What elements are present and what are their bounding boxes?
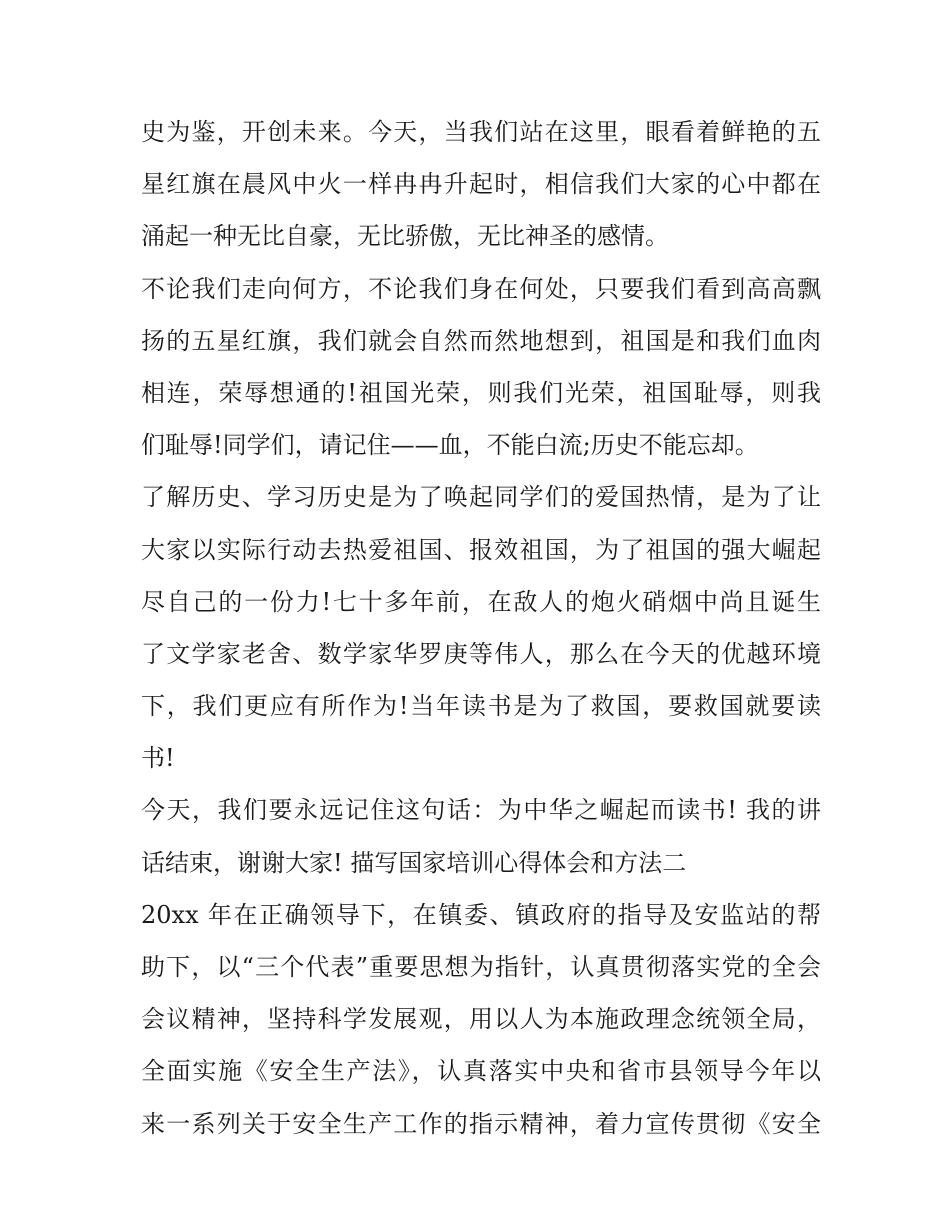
text-line: 今天，我们要永远记住这句话：为中华之崛起而读书! 我的讲 (141, 796, 821, 825)
text-line: 们耻辱!同学们，请记住——血，不能白流;历史不能忘却。 (141, 431, 759, 460)
text-line: 全面实施《安全生产法》，认真落实中央和省市县领导今年以 (141, 1057, 821, 1086)
text-line: 扬的五星红旗，我们就会自然而然地想到，祖国是和我们血肉 (141, 326, 821, 355)
text-line: 20xx 年在正确领导下，在镇委、镇政府的指导及安监站的帮 (141, 900, 821, 929)
text-line: 话结束，谢谢大家! 描写国家培训心得体会和方法二 (141, 848, 687, 877)
text-line: 助下，以“三个代表”重要思想为指针，认真贯彻落实党的全会 (141, 953, 821, 981)
text-line: 涌起一种无比自豪，无比骄傲，无比神圣的感情。 (141, 222, 669, 251)
text-line: 相连，荣辱想通的!祖国光荣，则我们光荣，祖国耻辱，则我 (141, 378, 821, 407)
text-line: 书! (141, 744, 175, 773)
text-line: 不论我们走向何方，不论我们身在何处，只要我们看到高高飘 (141, 274, 821, 303)
text-line: 史为鉴，开创未来。今天，当我们站在这里，眼看着鲜艳的五 (141, 118, 821, 146)
body-text (141, 106, 821, 1150)
text-line: 大家以实际行动去热爱祖国、报效祖国，为了祖国的强大崛起 (141, 535, 821, 564)
text-line: 下，我们更应有所作为!当年读书是为了救国，要救国就要读 (141, 692, 821, 721)
text-line: 来一系列关于安全生产工作的指示精神，着力宣传贯彻《安全 (141, 1109, 821, 1138)
text-line: 会议精神，坚持科学发展观，用以人为本施政理念统领全局， (141, 1005, 821, 1034)
text-line: 尽自己的一份力!七十多年前，在敌人的炮火硝烟中尚且诞生 (141, 587, 821, 616)
text-line: 了解历史、学习历史是为了唤起同学们的爱国热情，是为了让 (141, 483, 821, 512)
text-line: 星红旗在晨风中火一样冉冉升起时，相信我们大家的心中都在 (141, 170, 821, 199)
text-line: 了文学家老舍、数学家华罗庚等伟人，那么在今天的优越环境 (141, 639, 821, 668)
